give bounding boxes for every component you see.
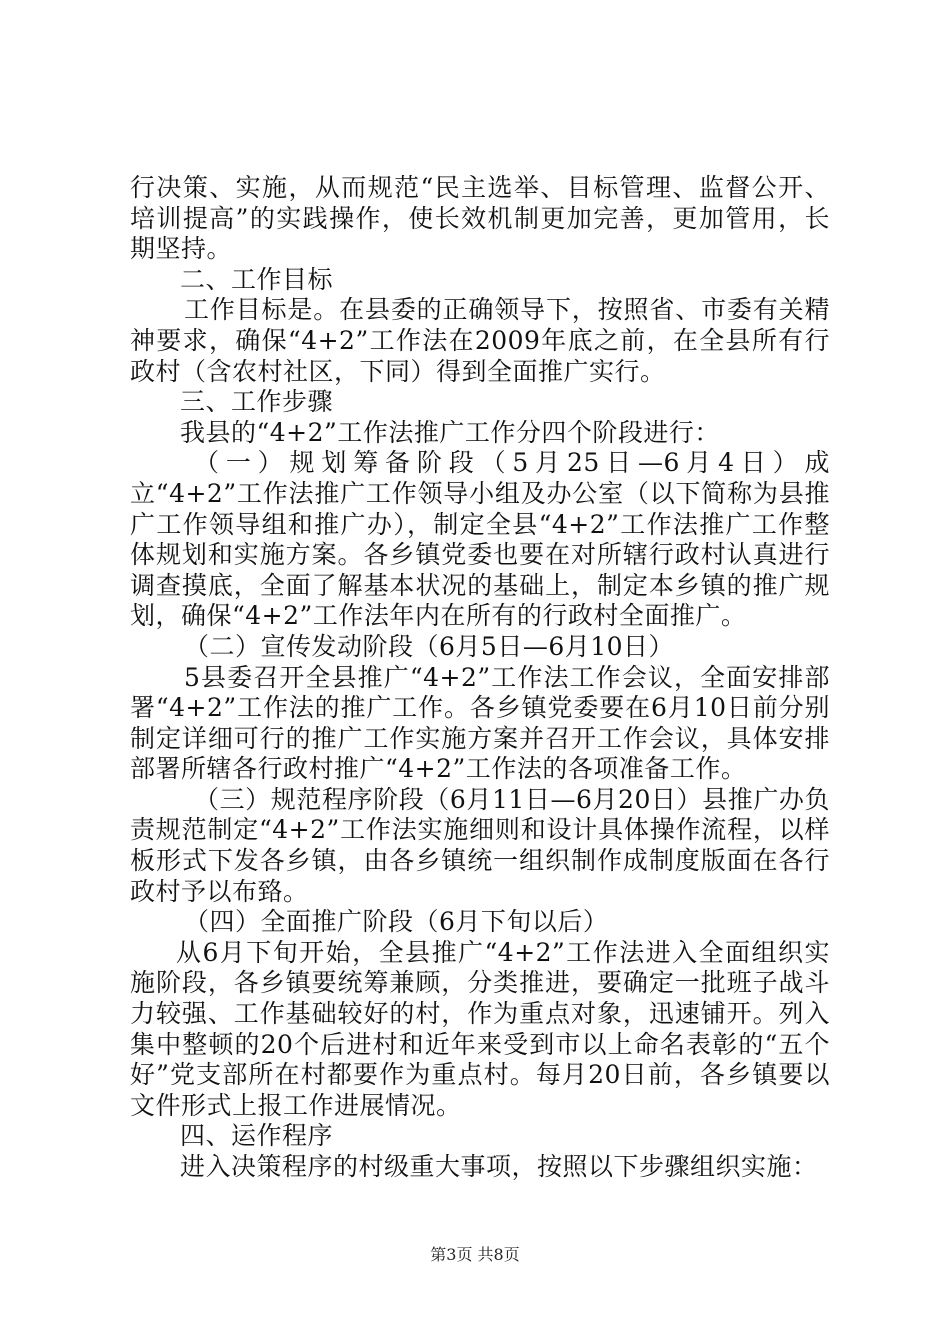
section-heading-work-goals: 二、工作目标 bbox=[180, 264, 334, 294]
paragraph-work-goals: 工作目标是。在县委的正确领导下，按照省、市委有关精神要求，确保“4+2”工作法在2009年底之前，在全县所有行政村（含农村社区，下同）得到全面推广实行。 bbox=[130, 295, 830, 386]
section-heading-work-steps: 三、工作步骤 bbox=[180, 387, 334, 417]
subheading-stage-2: （二）宣传发动阶段（6月5日—6月10日） bbox=[184, 631, 675, 661]
paragraph-continuation: 行决策、实施，从而规范“民主选举、目标管理、监督公开、培训提高”的实践操作，使长效机制更加完善，更加管用，长期坚持。 bbox=[130, 173, 830, 264]
section-heading-procedure: 四、运作程序 bbox=[180, 1121, 334, 1151]
paragraph-stage-4: 从6月下旬开始，全县推广“4+2”工作法进入全面组织实施阶段，各乡镇要统筹兼顾，分类推进，要确定一批班子战斗力较强、工作基础较好的村，作为重点对象，迅速铺开。列入集中整顿的20个后进村和近年来受到市以上命名表彰的“五个好”党支部所在村都要作为重点村。每月20日前，各乡镇要以文件形式上报工作进展情况。 bbox=[130, 937, 830, 1120]
paragraph-procedure-intro: 进入决策程序的村级重大事项，按照以下步骤组织实施： bbox=[180, 1152, 818, 1181]
paragraph-stage-3: （三）规范程序阶段（6月11日—6月20日）县推广办负责规范制定“4+2”工作法实施细则和设计具体操作流程，以样板形式下发各乡镇，由各乡镇统一组织制作成制度版面在各行政村予以布臵。 bbox=[130, 784, 830, 906]
paragraph-steps-intro: 我县的“4+2”工作法推广工作分四个阶段进行： bbox=[180, 417, 720, 447]
page-number-footer: 第3页 共8页 bbox=[430, 1245, 520, 1264]
document-body bbox=[130, 173, 830, 1183]
subheading-stage-4: （四）全面推广阶段（6月下旬以后） bbox=[184, 907, 609, 937]
paragraph-stage-1: （一）规划筹备阶段（5月25日—6月4日）成立“4+2”工作法推广工作领导小组及办公室（以下简称为县推广工作领导组和推广办），制定全县“4+2”工作法推广工作整体规划和实施方案。各乡镇党委也要在对所辖行政村认真进行调查摸底，全面了解基本状况的基础上，制定本乡镇的推广规划，确保“4+2”工作法年内在所有的行政村全面推广。 bbox=[130, 448, 830, 631]
paragraph-stage-2: 5县委召开全县推广“4+2”工作法工作会议，全面安排部署“4+2”工作法的推广工作。各乡镇党委要在6月10日前分别制定详细可行的推广工作实施方案并召开工作会议，具体安排部署所辖各行政村推广“4+2”工作法的各项准备工作。 bbox=[130, 662, 830, 784]
